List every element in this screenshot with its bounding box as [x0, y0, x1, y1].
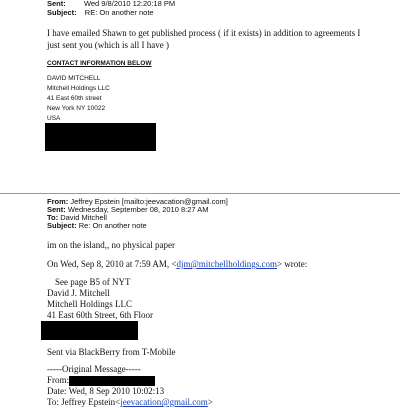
- email2-to-label: To:: [47, 213, 59, 222]
- orig-to-post: >: [207, 397, 213, 407]
- contact-line: 41 East 60th street: [47, 95, 102, 102]
- orig-to-pre: To: Jeffrey Epstein<: [47, 397, 121, 407]
- redaction-block: [41, 321, 138, 340]
- email2-from-value: Jeffrey Epstein [mailto:jeevacation@gmail.com]: [70, 197, 228, 206]
- redaction-block: [45, 123, 156, 151]
- redaction-block: [69, 376, 155, 386]
- email2-subject-value: Re: On another note: [78, 221, 147, 230]
- email2-body-line1: im on the island,, no physical paper: [47, 240, 175, 250]
- email1-sent-value: Wed 9/8/2010 12:20:18 PM: [83, 0, 176, 8]
- email2-from-label: From:: [47, 197, 69, 206]
- email1-subject-value: RE: On another note: [84, 8, 154, 17]
- contact-line: USA: [47, 115, 61, 122]
- email1-subject-label: Subject:: [47, 8, 77, 17]
- quote-intro-post: > wrote:: [276, 259, 308, 269]
- quote-intro-pre: On Wed, Sep 8, 2010 at 7:59 AM, <: [47, 259, 177, 269]
- quote-line: Mitchell Holdings LLC: [47, 299, 132, 309]
- quote-line: 41 East 60th Street, 6th Floor: [47, 310, 153, 320]
- message-divider: [0, 193, 400, 194]
- email1-body-line2: just sent you (which is all I have ): [47, 40, 169, 50]
- contact-heading: CONTACT INFORMATION BELOW: [47, 60, 152, 67]
- quote-intro: [47, 259, 307, 270]
- email1-subject-row: [47, 9, 154, 18]
- orig-date: Date: Wed, 8 Sep 2010 10:02:13: [47, 386, 165, 396]
- quote-email-link[interactable]: djm@mitchellholdings.com: [176, 259, 277, 269]
- quote-line: See page B5 of NYT: [55, 277, 131, 287]
- email1-sent-label: Sent:: [47, 0, 66, 8]
- original-message-header: -----Original Message-----: [47, 364, 141, 374]
- email2-subject-label: Subject:: [47, 221, 77, 230]
- contact-line: Mitchell Holdings LLC: [47, 85, 110, 92]
- email1-body-line1: I have emailed Shawn to get published process ( if it exists) in addition to agreements I: [47, 28, 361, 38]
- orig-from-row: [47, 375, 155, 386]
- email2-to-value: David Mitchell: [60, 213, 107, 222]
- email2-sent-value: Wednesday, September 08, 2010 8:27 AM: [67, 205, 209, 214]
- orig-to-email-link[interactable]: jeevacation@gmail.com: [120, 397, 208, 407]
- email2-subject-row: [47, 222, 147, 231]
- quote-line: David J. Mitchell: [47, 288, 110, 298]
- contact-line: DAVID MITCHELL: [47, 75, 101, 82]
- contact-line: New York NY 10022: [47, 105, 106, 112]
- orig-to-row: [47, 397, 213, 408]
- blackberry-signature: Sent via BlackBerry from T-Mobile: [47, 347, 176, 357]
- email2-sent-label: Sent:: [47, 205, 66, 214]
- orig-from-label: From:: [47, 375, 70, 385]
